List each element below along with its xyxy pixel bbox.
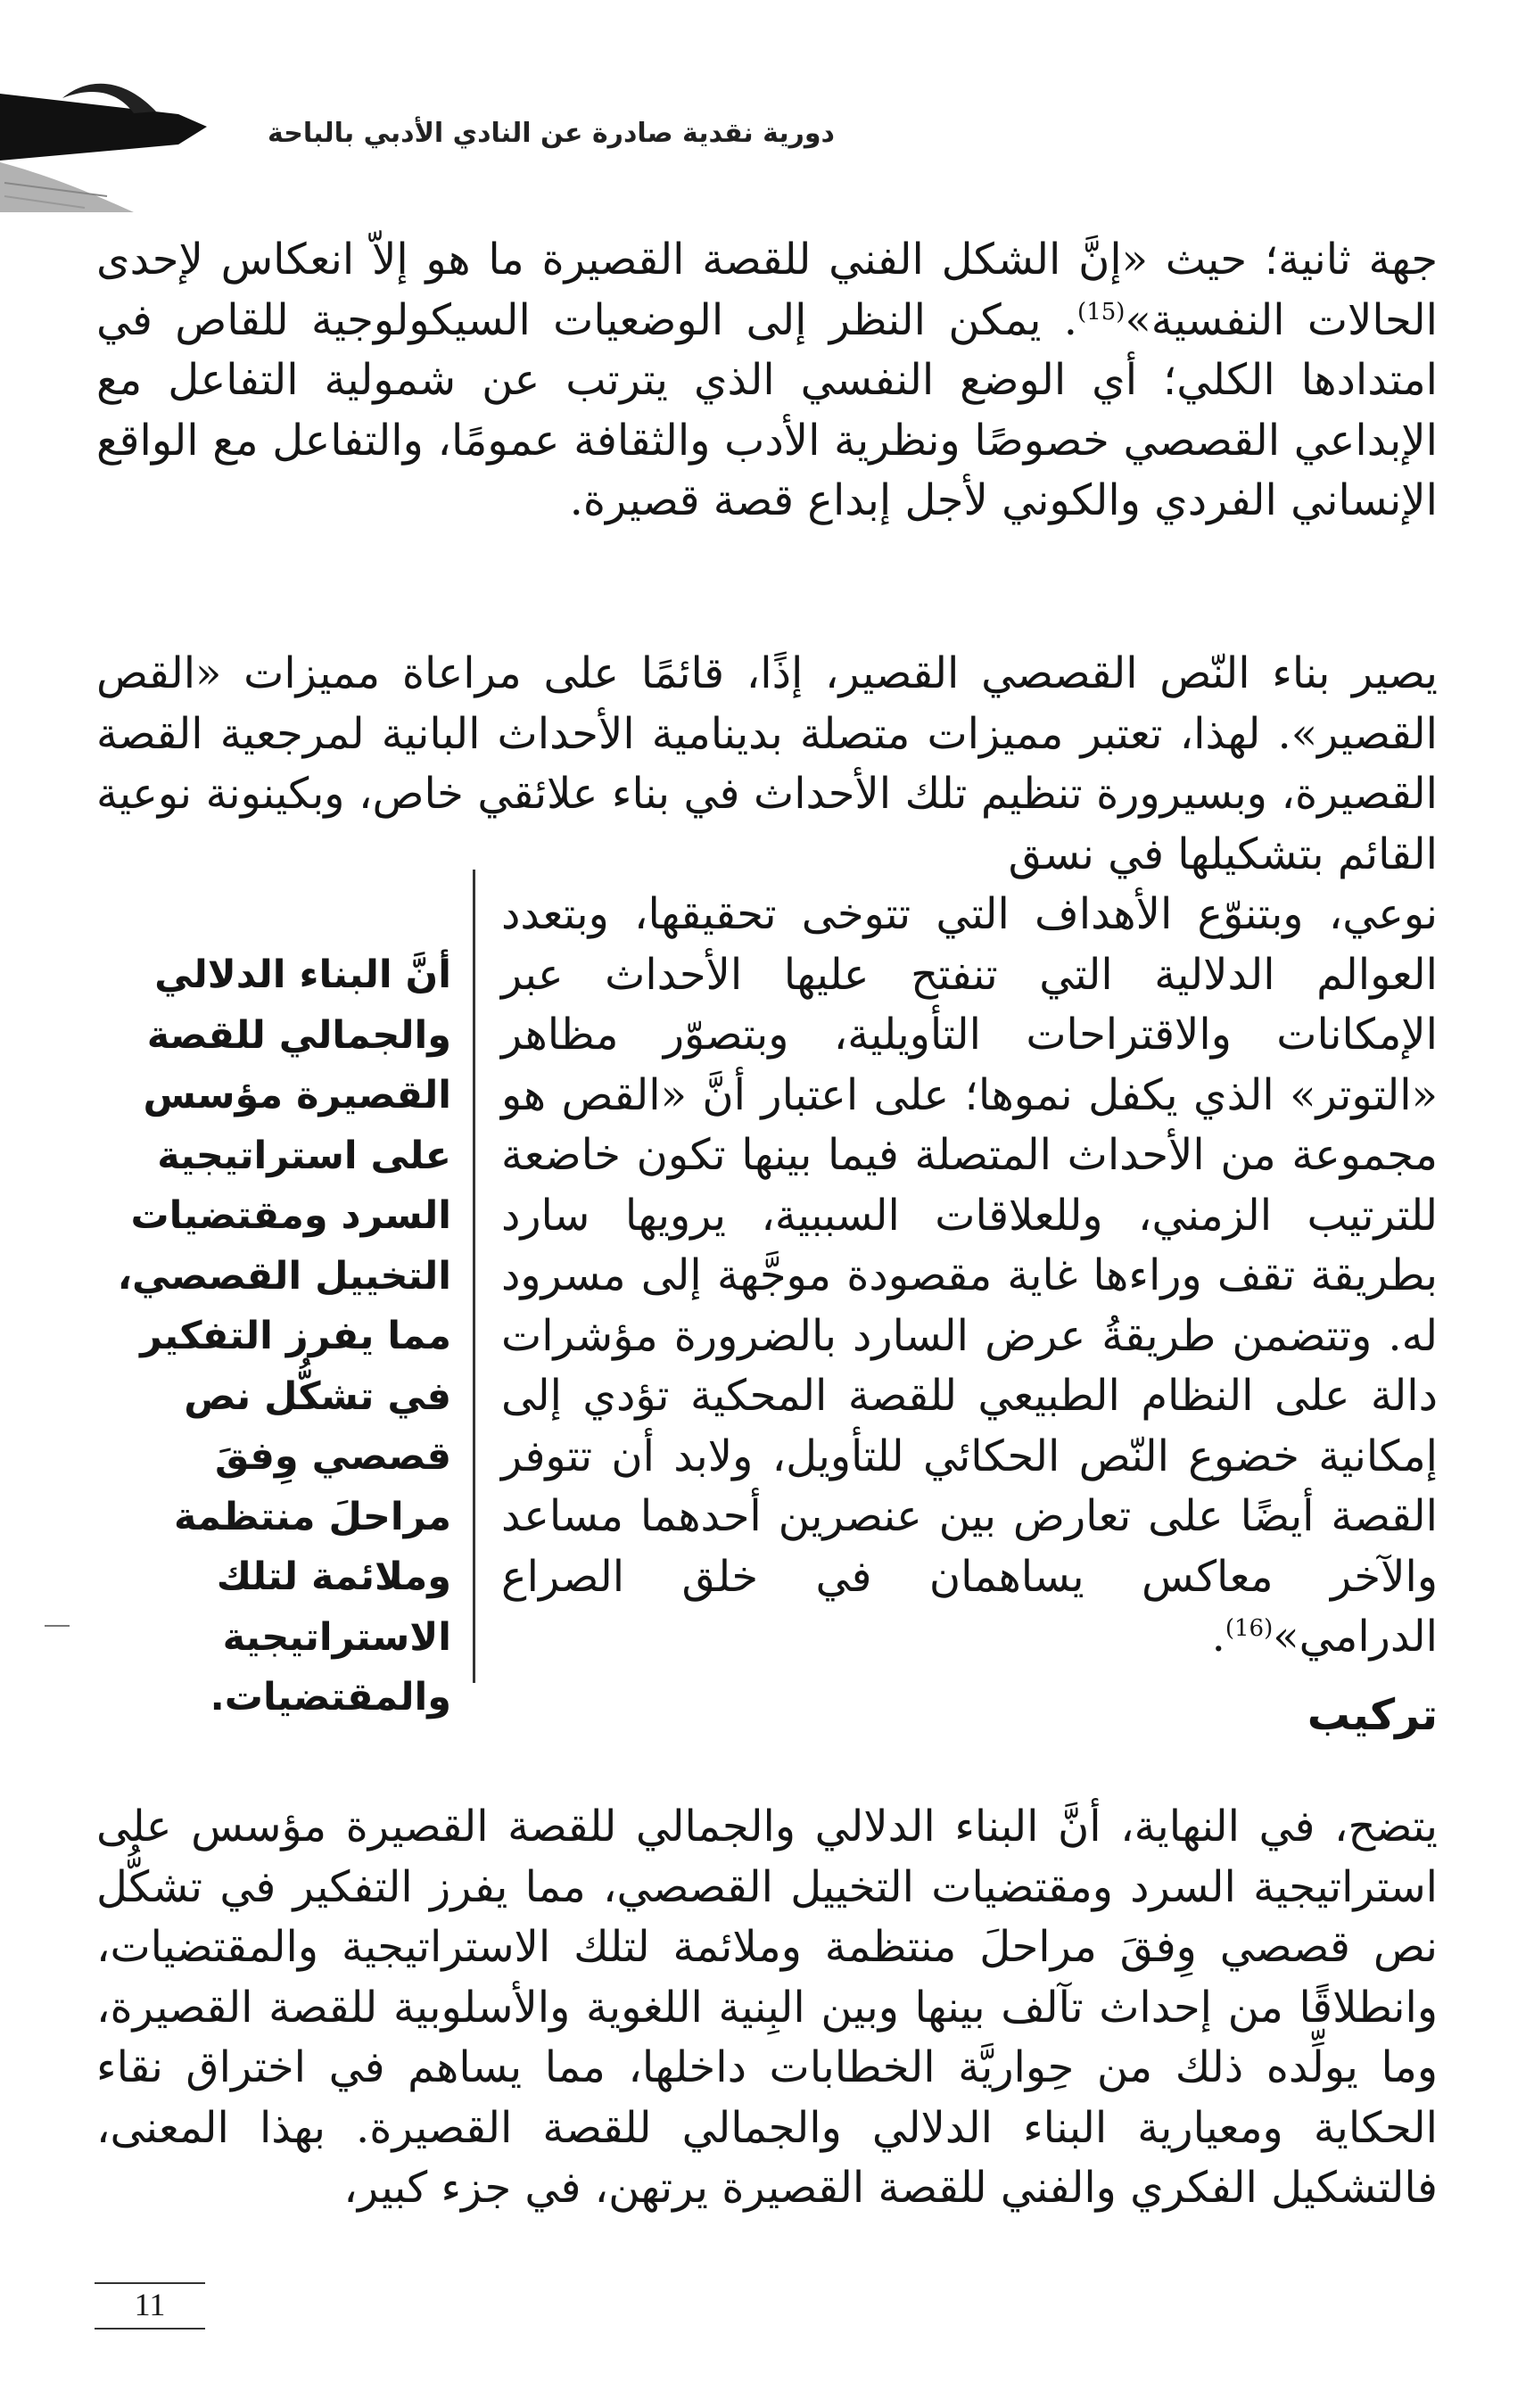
section-heading: تركيب: [1307, 1690, 1438, 1740]
paragraph-1: [96, 230, 1438, 532]
pull-quote: أنَّ البناء الدلالي والجمالي للقصة القصيرة مؤسس على استراتيجية السرد ومقتضيات التخييل القصصي، مما يفرز التفكير في تشكُّل نص قصصي وِفقَ مراحلَ منتظمة وملائمة لتلك الاستراتيجية والمقتضيات.: [117, 952, 451, 1719]
page-number: 11: [134, 2287, 166, 2322]
folio-rule-bottom: [95, 2328, 205, 2330]
folio-rule-top: [95, 2282, 205, 2284]
paragraph-2-narrow-column: [501, 885, 1438, 1668]
paragraph-2-narrow-text: نوعي، وبتنوّع الأهداف التي تتوخى تحقيقها، وبتعدد العوالم الدلالية التي تنفتح عليها الأحداث عبر الإمكانات والاقتراحات التأويلية، وبتصوّر مظاهر «التوتر» الذي يكفل نموها؛ على اعتبار أنَّ «القص هو مجموعة من الأحداث المتصلة فيما بينها تكون خاضعة للترتيب الزمني، وللعلاقات السببية، يرويها سارد بطريقة تقف وراءها غاية مقصودة موجَّهة إلى مسرود له. وتتضمن طريقةُ عرض السارد بالضرورة مؤشرات دالة على النظام الطبيعي للقصة المحكية تؤدي إلى إمكانية خضوع النّص الحكائي للتأويل، ولابد أن تتوفر القصة أيضًا على تعارض بين عنصرين أحدهما مساعد والآخر معاكس يساهمان في خلق الصراع الدرامي»: [501, 889, 1438, 1662]
paragraph-3: يتضح، في النهاية، أنَّ البناء الدلالي والجمالي للقصة القصيرة مؤسس على استراتيجية السرد ومقتضيات التخييل القصصي، مما يفرز التفكير في تشكُّل نص قصصي وِفقَ مراحلَ منتظمة وملائمة لتلك الاستراتيجية والمقتضيات، وانطلاقًا من إحداث تآلف بينها وبين البِنية اللغوية والأسلوبية للقصة القصيرة، وما يولِّده ذلك من حِواريَّة الخطابات داخلها، مما يساهم في اختراق نقاء الحكاية ومعيارية البناء الدلالي والجمالي للقصة القصيرة. بهذا المعنى، فالتشكيل الفكري والفني للقصة القصيرة يرتهن، في جزء كبير،: [96, 1802, 1438, 2213]
paragraph-1-text-after: . يمكن النظر إلى الوضعيات السيكولوجية للقاص في امتدادها الكلي؛ أي الوضع النفسي الذي يترتب عن شمولية التفاعل مع الإبداعي القصصي خصوصًا ونظرية الأدب والثقافة عمومًا، والتفاعل مع الواقع الإنساني الفردي والكوني لأجل إبداع قصة قصيرة.: [96, 294, 1438, 525]
paragraph-2-end: .: [1211, 1612, 1225, 1662]
journal-logo-ornament: [0, 62, 210, 232]
paragraph-1-text: جهة ثانية؛ حيث «إنَّ الشكل الفني للقصة القصيرة ما هو إلاّ انعكاس لإحدى الحالات النفسية»: [96, 235, 1438, 345]
journal-header-title: دورية نقدية صادرة عن النادي الأدبي بالباحة: [268, 118, 835, 149]
pull-quote-divider: [473, 870, 475, 1683]
margin-tick-mark: [45, 1625, 70, 1627]
paragraph-2-full-width: يصير بناء النّص القصصي القصير، إذًا، قائمًا على مراعاة مميزات «القص القصير». لهذا، تعتبر مميزات متصلة بدينامية الأحداث البانية لمرجعية القصة القصيرة، وبسيرورة تنظيم تلك الأحداث في بناء علائقي خاص، وبكينونة نوعية القائم بتشكيلها في نسق: [96, 648, 1439, 879]
footnote-15[interactable]: (15): [1077, 298, 1126, 326]
footnote-16[interactable]: (16): [1225, 1615, 1274, 1642]
